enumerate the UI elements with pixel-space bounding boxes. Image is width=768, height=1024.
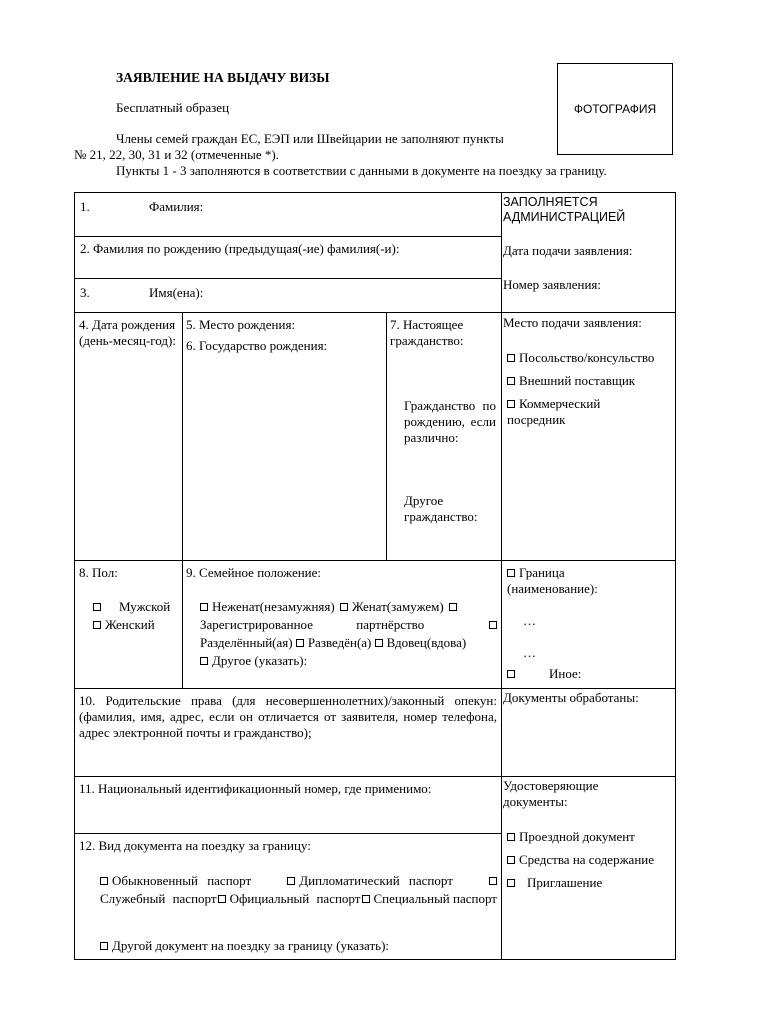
- field-7-birth-citizenship[interactable]: Гражданство по рождению, если различно:: [404, 398, 496, 445]
- male-label: Мужской: [119, 599, 171, 614]
- married-label: Женат(замужем): [351, 599, 444, 614]
- field-4-label[interactable]: 4. Дата рождения (день-месяц-год):: [79, 317, 176, 348]
- admin-embassy-option[interactable]: [507, 350, 654, 366]
- admin-commercial-option[interactable]: [507, 396, 627, 428]
- line-5: [75, 688, 675, 689]
- field-7-label[interactable]: 7. Настоящее гражданство:: [390, 317, 464, 348]
- official-passport-checkbox[interactable]: [218, 895, 226, 903]
- divider-4-5: [182, 312, 183, 689]
- diplomatic-passport-checkbox[interactable]: [287, 877, 295, 885]
- field-1-label[interactable]: Фамилия:: [149, 199, 204, 214]
- official-passport-label: Официальный паспорт: [229, 891, 361, 906]
- field-9-label: 9. Семейное положение:: [186, 565, 322, 580]
- means-checkbox[interactable]: [507, 856, 515, 864]
- admin-dots-2: …: [523, 645, 536, 660]
- doc-type-row-3: [100, 938, 389, 954]
- marital-row-2: [200, 617, 497, 633]
- admin-heading: ЗАПОЛНЯЕТСЯ АДМИНИСТРАЦИЕЙ: [503, 195, 626, 224]
- field-3-number: 3.: [80, 285, 90, 300]
- admin-means-option[interactable]: [507, 852, 654, 868]
- gender-female-option[interactable]: [93, 617, 155, 633]
- commercial-label: Коммерческий посредник: [507, 396, 601, 427]
- admin-other-label: Иное:: [549, 666, 582, 681]
- ordinary-passport-label: Обыкновенный паспорт: [112, 873, 252, 888]
- embassy-checkbox[interactable]: [507, 354, 515, 362]
- admin-dots-1: …: [523, 613, 536, 628]
- line-7: [75, 833, 501, 834]
- special-passport-label: Специальный паспорт: [373, 891, 497, 906]
- field-5-label[interactable]: 5. Место рождения:: [186, 317, 296, 332]
- admin-place-label: Место подачи заявления:: [503, 315, 642, 330]
- marital-row-4: [200, 653, 307, 669]
- admin-date-label: Дата подачи заявления:: [503, 243, 633, 258]
- field-1-number: 1.: [80, 199, 90, 214]
- field-11-label[interactable]: 11. Национальный идентификационный номер, где применимо:: [79, 781, 432, 796]
- admin-border-option[interactable]: [507, 565, 637, 597]
- invitation-checkbox[interactable]: [507, 879, 515, 887]
- admin-travel-doc-option[interactable]: [507, 829, 635, 845]
- field-12-label: 12. Вид документа на поездку за границу:: [79, 838, 311, 853]
- service-passport-label: Служебный паспорт: [100, 891, 217, 906]
- admin-invitation-option[interactable]: [507, 875, 602, 891]
- border-label: Граница (наименование):: [507, 565, 598, 596]
- special-passport-checkbox[interactable]: [362, 895, 370, 903]
- invitation-label: Приглашение: [527, 875, 603, 890]
- field-8-label: 8. Пол:: [79, 565, 118, 580]
- photo-box: [557, 63, 673, 155]
- field-2-label[interactable]: 2. Фамилия по рождению (предыдущая(-ие) фамилия(-и):: [80, 241, 400, 256]
- widowed-checkbox[interactable]: [375, 639, 383, 647]
- travel-doc-label: Проездной документ: [519, 829, 635, 844]
- admin-provider-option[interactable]: [507, 373, 635, 389]
- separated-label: Разделённый(ая): [200, 635, 293, 650]
- separated-checkbox[interactable]: [489, 621, 497, 629]
- photo-label: ФОТОГРАФИЯ: [573, 102, 657, 116]
- border-checkbox[interactable]: [507, 569, 515, 577]
- intro-notes: [74, 131, 607, 179]
- female-label: Женский: [105, 617, 155, 632]
- doc-type-row-2: [100, 891, 497, 907]
- provider-label: Внешний поставщик: [519, 373, 636, 388]
- married-checkbox[interactable]: [340, 603, 348, 611]
- line-2: [75, 278, 501, 279]
- intro-note-2: Пункты 1 - 3 заполняются в соответствии с данными в документе на поездку за границу.: [116, 163, 607, 178]
- provider-checkbox[interactable]: [507, 377, 515, 385]
- line-4: [75, 560, 675, 561]
- divider-5-7: [386, 312, 387, 560]
- service-passport-checkbox[interactable]: [489, 877, 497, 885]
- marital-row-3: [200, 635, 466, 651]
- admin-other-checkbox[interactable]: [507, 670, 515, 678]
- application-form: [74, 192, 676, 960]
- admin-column-divider: [501, 193, 502, 959]
- admin-number-label: Номер заявления:: [503, 277, 602, 292]
- line-6: [75, 776, 675, 777]
- admin-processed-label: Документы обработаны:: [503, 690, 639, 705]
- travel-doc-checkbox[interactable]: [507, 833, 515, 841]
- partner-checkbox[interactable]: [449, 603, 457, 611]
- divorced-label: Разведён(а): [307, 635, 372, 650]
- widowed-label: Вдовец(вдова): [386, 635, 467, 650]
- line-3: [75, 312, 675, 313]
- form-subtitle: Бесплатный образец: [116, 100, 230, 115]
- admin-supporting-label: Удостоверяющие документы:: [503, 778, 599, 809]
- other-document-label: Другой документ на поездку за границу (указать):: [112, 938, 390, 953]
- female-checkbox[interactable]: [93, 621, 101, 629]
- other-status-checkbox[interactable]: [200, 657, 208, 665]
- field-3-label[interactable]: Имя(ена):: [149, 285, 204, 300]
- single-checkbox[interactable]: [200, 603, 208, 611]
- intro-note-1b: № 21, 22, 30, 31 и 32 (отмеченные *).: [74, 147, 279, 162]
- field-7-other-citizenship[interactable]: Другое гражданство:: [404, 493, 478, 524]
- intro-note-1: Члены семей граждан ЕС, ЕЭП или Швейцарии не заполняют пункты: [116, 131, 504, 146]
- form-title: ЗАЯВЛЕНИЕ НА ВЫДАЧУ ВИЗЫ: [116, 70, 330, 85]
- line-1: [75, 236, 501, 237]
- means-label: Средства на содержание: [519, 852, 655, 867]
- field-10-label[interactable]: 10. Родительские права (для несовершеннолетних)/законный опекун: (фамилия, имя, адрес, если он отличается от заявителя, номер телефона, адрес электронной почты и гражданство);: [79, 693, 497, 740]
- admin-other-option[interactable]: [507, 666, 581, 682]
- other-status-label: Другое (указать):: [212, 653, 308, 668]
- marital-row-1: [200, 599, 497, 615]
- diplomatic-passport-label: Дипломатический паспорт: [299, 873, 453, 888]
- doc-type-row-1: [100, 873, 497, 889]
- male-checkbox[interactable]: [93, 603, 101, 611]
- divorced-checkbox[interactable]: [296, 639, 304, 647]
- embassy-label: Посольство/консульство: [519, 350, 655, 365]
- other-document-checkbox[interactable]: [100, 942, 108, 950]
- ordinary-passport-checkbox[interactable]: [100, 877, 108, 885]
- field-6-label[interactable]: 6. Государство рождения:: [186, 338, 328, 353]
- single-label: Неженат(незамужняя): [212, 599, 335, 614]
- gender-male-option[interactable]: [93, 599, 170, 615]
- partner-label: Зарегистрированное партнёрство: [200, 617, 425, 632]
- commercial-checkbox[interactable]: [507, 400, 515, 408]
